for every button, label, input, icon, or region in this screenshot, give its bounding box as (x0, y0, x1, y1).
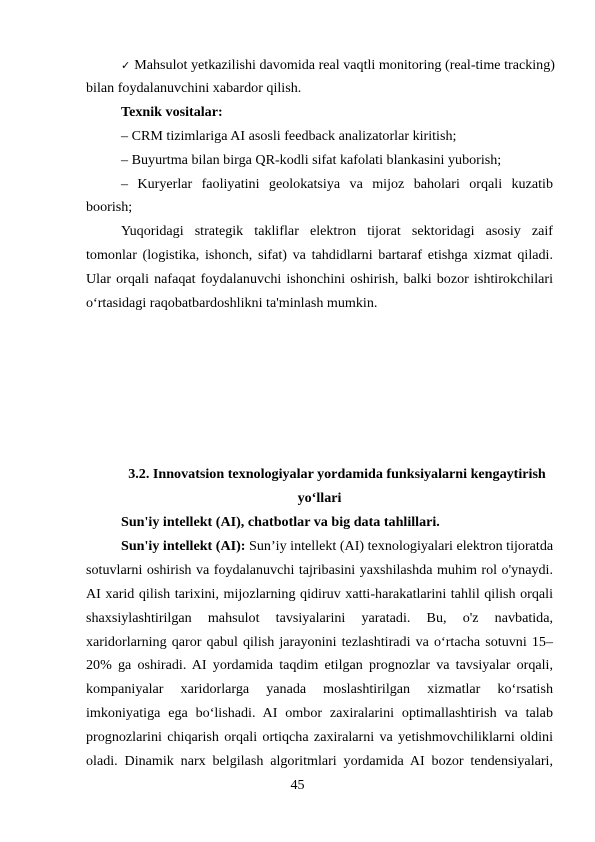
subheading: Sun'iy intellekt (AI), chatbotlar va big data tahlillari. (121, 514, 440, 530)
tools-heading: Texnik vositalar: (121, 104, 223, 120)
check-item-line-2: bilan foydalanuvchini xabardor qilish. (86, 80, 302, 96)
ai-paragraph-line-2: sotuvlarni oshirish va foydalanuvchi tajribasini yaxshilashda muhim rol o'ynaydi. (86, 562, 553, 578)
section-title-line-1: 3.2. Innovatsion texnologiyalar yordamida funksiyalarni kengaytirish (128, 466, 546, 482)
tool-item-3: – Kuryerlar faoliyatini geolokatsiya va mijoz baholari orqali kuzatib (121, 176, 553, 192)
ai-line-1-text: Sun’iy intellekt (AI) texnologiyalari elektron tijoratda (245, 538, 554, 554)
tool-item-3-cont: boorish; (86, 199, 133, 215)
summary-line-1: Yuqoridagi strategik takliflar elektron tijorat sektoridagi asosiy zaif (121, 223, 553, 239)
ai-paragraph-line-4: shaxsiylashtirilgan mahsulot tavsiyalarini yaratadi. Bu, o'z navbatida, (86, 610, 553, 626)
ai-paragraph-line-9: prognozlarini chiqarish orqali ortiqcha zaxiralarni va yetishmovchiliklarni oldini (86, 729, 553, 745)
ai-paragraph-line-5: xaridorlarning qaror qabul qilish jarayonini tezlashtiradi va o‘rtacha sotuvni 15– (86, 634, 553, 650)
ai-paragraph-line-6: 20% ga oshiradi. AI yordamida taqdim etilgan prognozlar va tavsiyalar orqali, (86, 657, 553, 673)
ai-paragraph-line-10: oladi. Dinamik narx belgilash algoritmlari yordamida AI bozor tendensiyalari, (86, 753, 553, 769)
summary-line-4: o‘rtasidagi raqobatbardoshlikni ta'minlash mumkin. (86, 295, 378, 311)
ai-paragraph-line-1 (121, 538, 553, 554)
ai-paragraph-line-3: AI xarid qilish tarixini, mijozlarning qidiruv xatti-harakatlarini tahlil qilish orqali (86, 586, 553, 602)
page-number: 45 (290, 777, 305, 793)
ai-paragraph-line-8: imkoniyatiga ega bo‘lishadi. AI ombor zaxiralarini optimallashtirish va talab (86, 705, 553, 721)
tool-item-1: – CRM tizimlariga AI asosli feedback analizatorlar kiritish; (121, 128, 457, 144)
ai-paragraph-line-7: kompaniyalar xaridorlarga yanada moslashtirilgan xizmatlar ko‘rsatish (86, 681, 553, 697)
section-title-line-2: yo‘llari (297, 490, 342, 506)
check-item-line-1: ✓ Mahsulot yetkazilishi davomida real vaqtli monitoring (real-time tracking) (121, 57, 555, 73)
tool-item-2: – Buyurtma bilan birga QR-kodli sifat kafolati blankasini yuborish; (121, 152, 502, 168)
summary-line-3: Ular orqali nafaqat foydalanuvchi ishonchini oshirish, balki bozor ishtirokchilari (86, 271, 553, 287)
ai-label: Sun'iy intellekt (AI): (121, 538, 246, 554)
checkmark-icon: ✓ (121, 60, 131, 72)
summary-line-2: tomonlar (logistika, ishonch, sifat) va tahdidlarni bartaraf etishga xizmat qiladi. (86, 247, 553, 263)
